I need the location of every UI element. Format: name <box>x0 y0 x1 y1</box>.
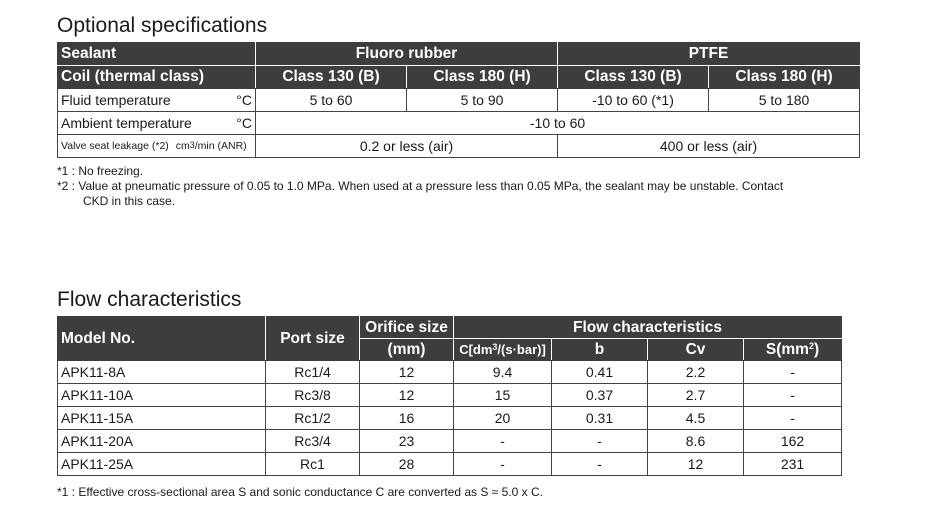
spec-cell: 5 to 180 <box>709 89 860 112</box>
spec-note-2: *2 : Value at pneumatic pressure of 0.05 to 1.0 MPa. When used at a pressure less than 0.05 MPa, the sealant may be unstable. Contact <box>57 179 784 193</box>
model-cell: APK11-15A <box>58 407 266 430</box>
cv-cell: 2.2 <box>648 361 744 384</box>
spec-note-1: *1 : No freezing. <box>57 164 144 178</box>
port-size-header: Port size <box>266 317 360 361</box>
s-header: $S(mm^2)$ <box>744 339 842 361</box>
ambient-temperature-row <box>58 112 860 135</box>
model-cell: APK11-8A <box>58 361 266 384</box>
s-cell: - <box>744 361 842 384</box>
spec-title: Optional specifications <box>57 14 268 37</box>
fluid-temperature-row <box>58 89 860 112</box>
conductance-header: $C[dm^3/(s\cdot bar)]$ <box>454 339 552 361</box>
table-row <box>58 407 842 430</box>
table-row <box>58 430 842 453</box>
flow-title: Flow characteristics <box>57 288 242 311</box>
c-cell: 9.4 <box>454 361 552 384</box>
class-header: Class 130 (B) <box>558 66 709 89</box>
ambient-temperature-text: Ambient temperature <box>61 115 192 131</box>
b-cell: - <box>552 430 648 453</box>
valve-seat-leakage-row <box>58 135 860 158</box>
ptfe-header: PTFE <box>558 43 860 66</box>
s-cell: 162 <box>744 430 842 453</box>
cv-cell: 2.7 <box>648 384 744 407</box>
model-cell: APK11-10A <box>58 384 266 407</box>
spec-header-row-sealant <box>58 43 860 66</box>
fluid-temperature-text: Fluid temperature <box>61 92 171 108</box>
spec-cell: -10 to 60 <box>256 112 860 135</box>
cv-cell: 4.5 <box>648 407 744 430</box>
ambient-temperature-unit: °C <box>236 115 252 131</box>
spec-notes <box>57 164 857 209</box>
spec-table <box>57 42 860 158</box>
orifice-cell: 16 <box>360 407 454 430</box>
b-cell: 0.31 <box>552 407 648 430</box>
b-header: b <box>552 339 648 361</box>
coil-label: Coil (thermal class) <box>58 66 256 89</box>
flow-header-row <box>58 317 842 339</box>
spec-cell: 5 to 60 <box>256 89 407 112</box>
spec-header-row-coil <box>58 66 860 89</box>
fluoro-rubber-header: Fluoro rubber <box>256 43 558 66</box>
valve-seat-leakage-unit: $cm^3/\min$ (ANR) <box>175 139 247 152</box>
c-cell: 20 <box>454 407 552 430</box>
class-header: Class 180 (H) <box>709 66 860 89</box>
orifice-cell: 12 <box>360 361 454 384</box>
flow-characteristics-header: Flow characteristics <box>454 317 842 339</box>
fluid-temperature-unit: °C <box>236 92 252 108</box>
table-row <box>58 453 842 476</box>
flow-note: *1 : Effective cross-sectional area S and sonic conductance C are converted as S ≈ 5.0 x C. <box>57 485 543 499</box>
b-cell: 0.41 <box>552 361 648 384</box>
c-cell: 15 <box>454 384 552 407</box>
s-cell: 231 <box>744 453 842 476</box>
port-cell: Rc1/4 <box>266 361 360 384</box>
port-cell: Rc1/2 <box>266 407 360 430</box>
ambient-temperature-label <box>58 112 256 135</box>
sealant-label: Sealant <box>58 43 256 66</box>
c-cell: - <box>454 453 552 476</box>
port-cell: Rc3/4 <box>266 430 360 453</box>
orifice-cell: 23 <box>360 430 454 453</box>
b-cell: 0.37 <box>552 384 648 407</box>
cv-cell: 12 <box>648 453 744 476</box>
model-cell: APK11-20A <box>58 430 266 453</box>
flow-table <box>57 316 842 476</box>
class-header: Class 180 (H) <box>407 66 558 89</box>
orifice-cell: 12 <box>360 384 454 407</box>
fluid-temperature-label <box>58 89 256 112</box>
cv-header: Cv <box>648 339 744 361</box>
model-no-header: Model No. <box>58 317 266 361</box>
s-cell: - <box>744 384 842 407</box>
s-cell: - <box>744 407 842 430</box>
orifice-unit-header: (mm) <box>360 339 454 361</box>
valve-seat-leakage-label <box>58 135 256 158</box>
b-cell: - <box>552 453 648 476</box>
table-row <box>58 384 842 407</box>
spec-cell: -10 to 60 (*1) <box>558 89 709 112</box>
valve-seat-leakage-text: Valve seat leakage (*2) <box>61 139 169 152</box>
model-cell: APK11-25A <box>58 453 266 476</box>
port-cell: Rc1 <box>266 453 360 476</box>
port-cell: Rc3/8 <box>266 384 360 407</box>
c-cell: - <box>454 430 552 453</box>
cv-cell: 8.6 <box>648 430 744 453</box>
spec-cell: 0.2 or less (air) <box>256 135 558 158</box>
orifice-cell: 28 <box>360 453 454 476</box>
spec-cell: 5 to 90 <box>407 89 558 112</box>
spec-note-2-continued: CKD in this case. <box>83 194 176 208</box>
class-header: Class 130 (B) <box>256 66 407 89</box>
orifice-size-header: Orifice size <box>360 317 454 339</box>
table-row <box>58 361 842 384</box>
spec-cell: 400 or less (air) <box>558 135 860 158</box>
